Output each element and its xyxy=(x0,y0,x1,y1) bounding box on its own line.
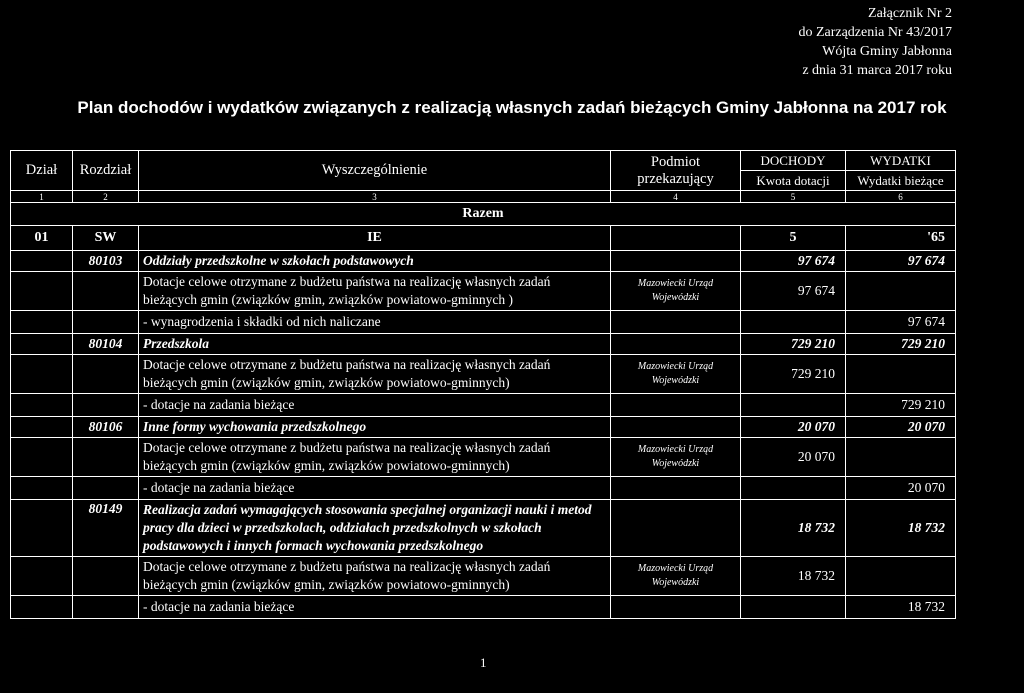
podmiot-cell xyxy=(611,500,741,557)
col-number: 2 xyxy=(73,191,139,203)
wydatki-value: 97 674 xyxy=(846,251,956,272)
section-wydatki: '65 xyxy=(846,226,956,251)
sub-wydatki: 18 732 xyxy=(846,596,956,619)
table-row xyxy=(11,394,956,417)
annex-line-4: z dnia 31 marca 2017 roku xyxy=(802,63,952,78)
header-kwota-dotacji: Kwota dotacji xyxy=(741,171,846,191)
rozdzial-cell xyxy=(73,596,139,619)
dochody-cell xyxy=(741,311,846,334)
podmiot-cell xyxy=(611,477,741,500)
dochody-value: 729 210 xyxy=(741,334,846,355)
header-wydatki-biezace: Wydatki bieżące xyxy=(846,171,956,191)
table-row xyxy=(11,251,956,272)
dochody-cell xyxy=(741,477,846,500)
rozdzial-name: Oddziały przedszkolne w szkołach podstawowych xyxy=(139,251,611,272)
table-row xyxy=(11,477,956,500)
dochody-value: 18 732 xyxy=(741,500,846,557)
detail-description: Dotacje celowe otrzymane z budżetu państwa na realizację własnych zadań bieżących gmin (związków gmin, związków powiatowo-gminnych) xyxy=(139,438,611,477)
detail-dochody: 729 210 xyxy=(741,355,846,394)
detail-description: Dotacje celowe otrzymane z budżetu państwa na realizację własnych zadań bieżących gmin (związków gmin, związków powiatowo-gminnych) xyxy=(139,355,611,394)
document-title: Plan dochodów i wydatków związanych z realizacją własnych zadań bieżących Gminy Jabłonna na 2017 rok xyxy=(77,98,947,117)
podmiot-name: Mazowiecki Urząd Wojewódzki xyxy=(611,438,741,477)
dzial-cell xyxy=(11,311,73,334)
detail-dochody: 97 674 xyxy=(741,272,846,311)
rozdzial-code: 80106 xyxy=(73,417,139,438)
section-name-fragment-2: IE xyxy=(139,226,611,251)
section-summary-row xyxy=(11,226,956,251)
detail-wydatki-empty xyxy=(846,557,956,596)
dzial-cell xyxy=(11,417,73,438)
table-row xyxy=(11,311,956,334)
podmiot-cell xyxy=(611,417,741,438)
dzial-cell xyxy=(11,394,73,417)
sub-description: - dotacje na zadania bieżące xyxy=(139,596,611,619)
detail-dochody: 20 070 xyxy=(741,438,846,477)
table-row xyxy=(11,438,956,477)
col-number: 4 xyxy=(611,191,741,203)
dzial-cell xyxy=(11,251,73,272)
dochody-value: 97 674 xyxy=(741,251,846,272)
rozdzial-name: Inne formy wychowania przedszkolnego xyxy=(139,417,611,438)
podmiot-cell xyxy=(611,394,741,417)
dzial-cell xyxy=(11,596,73,619)
annex-line-1: Załącznik Nr 2 xyxy=(868,6,952,21)
table-row xyxy=(11,272,956,311)
header-row-1 xyxy=(11,151,956,171)
detail-wydatki-empty xyxy=(846,272,956,311)
section-name-fragment-1: SW xyxy=(73,226,139,251)
section-dzial: 01 xyxy=(11,226,73,251)
header-dochody: DOCHODY xyxy=(741,151,846,171)
table-row xyxy=(11,417,956,438)
dzial-cell xyxy=(11,557,73,596)
col-number: 3 xyxy=(139,191,611,203)
page-number: 1 xyxy=(480,655,487,670)
detail-wydatki-empty xyxy=(846,438,956,477)
sub-wydatki: 729 210 xyxy=(846,394,956,417)
rozdzial-code: 80103 xyxy=(73,251,139,272)
sub-description: - dotacje na zadania bieżące xyxy=(139,477,611,500)
detail-description: Dotacje celowe otrzymane z budżetu państwa na realizację własnych zadań bieżących gmin (związków gmin, związków powiatowo-gminnych ) xyxy=(139,272,611,311)
budget-table xyxy=(10,150,956,619)
podmiot-cell xyxy=(611,311,741,334)
dzial-cell xyxy=(11,355,73,394)
section-label-row xyxy=(11,203,956,226)
dzial-cell xyxy=(11,438,73,477)
annex-line-2: do Zarządzenia Nr 43/2017 xyxy=(798,25,952,40)
rozdzial-code: 80149 xyxy=(73,500,139,557)
dzial-cell xyxy=(11,272,73,311)
table-row xyxy=(11,334,956,355)
section-podmiot-empty xyxy=(611,226,741,251)
rozdzial-cell xyxy=(73,557,139,596)
annex-line-3: Wójta Gminy Jabłonna xyxy=(822,44,952,59)
header-wyszczegolnienie: Wyszczególnienie xyxy=(139,151,611,191)
rozdzial-name: Realizacja zadań wymagających stosowania specjalnej organizacji nauki i metod pracy dla dzieci w przedszkolach, oddziałach przedszkolnych w szkołach podstawowych i innych formach wychowania przedszkolnego xyxy=(139,500,611,557)
detail-dochody: 18 732 xyxy=(741,557,846,596)
wydatki-value: 729 210 xyxy=(846,334,956,355)
header-wydatki: WYDATKI xyxy=(846,151,956,171)
annex-block xyxy=(798,4,952,80)
rozdzial-cell xyxy=(73,477,139,500)
header-rozdzial: Rozdział xyxy=(73,151,139,191)
dzial-cell xyxy=(11,500,73,557)
header-podmiot: Podmiot przekazujący xyxy=(611,151,741,191)
table-row xyxy=(11,596,956,619)
dochody-cell xyxy=(741,596,846,619)
dzial-cell xyxy=(11,334,73,355)
col-number: 5 xyxy=(741,191,846,203)
rozdzial-name: Przedszkola xyxy=(139,334,611,355)
sub-description: - wynagrodzenia i składki od nich naliczane xyxy=(139,311,611,334)
dochody-value: 20 070 xyxy=(741,417,846,438)
dochody-cell xyxy=(741,394,846,417)
podmiot-name: Mazowiecki Urząd Wojewódzki xyxy=(611,272,741,311)
header-dzial: Dział xyxy=(11,151,73,191)
column-number-row xyxy=(11,191,956,203)
col-number: 1 xyxy=(11,191,73,203)
table-row xyxy=(11,500,956,557)
rozdzial-cell xyxy=(73,394,139,417)
podmiot-cell xyxy=(611,596,741,619)
rozdzial-cell xyxy=(73,438,139,477)
podmiot-name: Mazowiecki Urząd Wojewódzki xyxy=(611,355,741,394)
table-row xyxy=(11,557,956,596)
sub-wydatki: 20 070 xyxy=(846,477,956,500)
section-dochody: 5 xyxy=(741,226,846,251)
table-row xyxy=(11,355,956,394)
podmiot-name: Mazowiecki Urząd Wojewódzki xyxy=(611,557,741,596)
wydatki-value: 18 732 xyxy=(846,500,956,557)
wydatki-value: 20 070 xyxy=(846,417,956,438)
dzial-cell xyxy=(11,477,73,500)
podmiot-cell xyxy=(611,251,741,272)
section-label: Razem xyxy=(11,203,956,226)
rozdzial-cell xyxy=(73,311,139,334)
sub-wydatki: 97 674 xyxy=(846,311,956,334)
podmiot-cell xyxy=(611,334,741,355)
detail-wydatki-empty xyxy=(846,355,956,394)
rozdzial-code: 80104 xyxy=(73,334,139,355)
rozdzial-cell xyxy=(73,355,139,394)
sub-description: - dotacje na zadania bieżące xyxy=(139,394,611,417)
rozdzial-cell xyxy=(73,272,139,311)
col-number: 6 xyxy=(846,191,956,203)
detail-description: Dotacje celowe otrzymane z budżetu państwa na realizację własnych zadań bieżących gmin (związków gmin, związków powiatowo-gminnych) xyxy=(139,557,611,596)
